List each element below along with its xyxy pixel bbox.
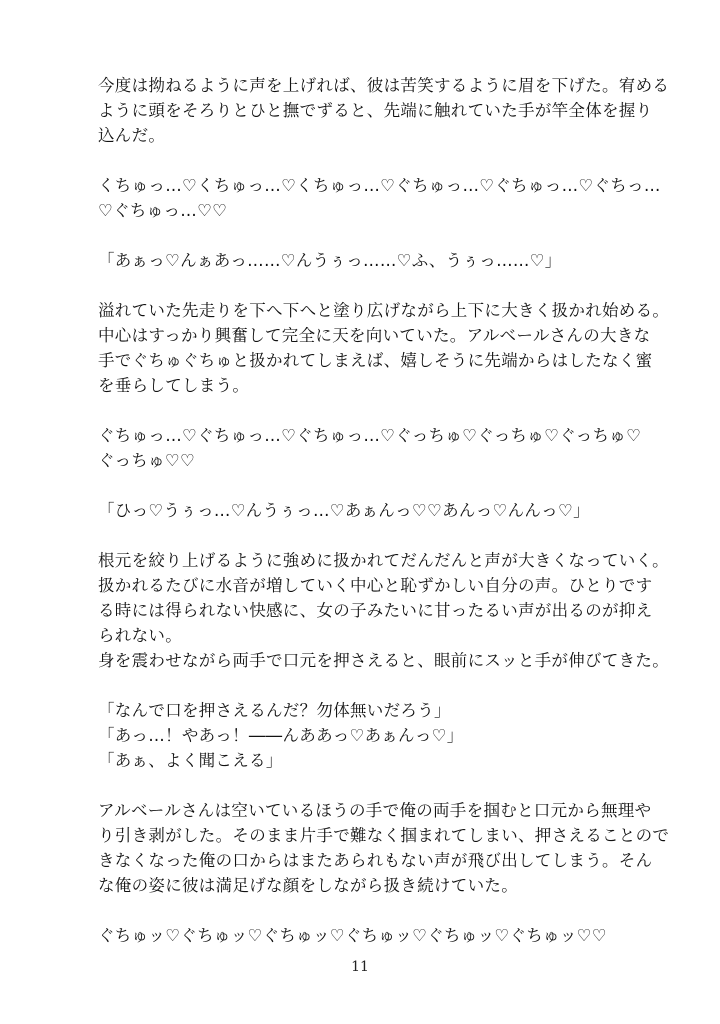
text-line: を垂らしてしまう。: [98, 376, 250, 395]
text-line: 身を震わせながら両手で口元を押さえると、眼前にスッと手が伸びてきた。: [98, 651, 670, 670]
blank-line: [98, 523, 633, 548]
text-line: る時には得られない快感に、女の子みたいに甘ったるい声が出るのが抑え: [98, 601, 653, 620]
text-line: 今度は拗ねるように声を上げれば、彼は苦笑するように眉を下げた。宥める: [98, 76, 670, 95]
body-text: [98, 73, 670, 948]
text-line: 「あっ…！やあっ！――んああっ♡あぁんっ♡」: [98, 726, 464, 745]
blank-line: [98, 773, 633, 798]
text-line: ぐちゅッ♡ぐちゅッ♡ぐちゅッ♡ぐちゅッ♡ぐちゅッ♡ぐちゅッ♡♡: [98, 926, 607, 945]
text-line: り引き剥がした。そのまま片手で難なく掴まれてしまい、押さえることので: [98, 826, 670, 845]
blank-line: [98, 473, 633, 498]
text-line: くちゅっ…♡くちゅっ…♡くちゅっ…♡ぐちゅっ…♡ぐちゅっ…♡ぐちっ…: [98, 176, 661, 195]
text-line: アルベールさんは空いているほうの手で俺の両手を掴むと口元から無理や: [98, 801, 652, 820]
text-line: 根元を絞り上げるように強めに扱かれてだんだんと声が大きくなっていく。: [98, 551, 669, 570]
text-line: ぐちゅっ…♡ぐちゅっ…♡ぐちゅっ…♡ぐっちゅ♡ぐっちゅ♡ぐっちゅ♡: [98, 426, 642, 445]
text-line: 中心はすっかり興奮して完全に天を向いていた。アルベールさんの大きな: [98, 326, 651, 345]
text-line: 「あぁっ♡んぁあっ……♡んうぅっ……♡ふ、うぅっ……♡」: [98, 251, 562, 270]
text-line: きなくなった俺の口からはまたあられもない声が飛び出してしまう。そん: [98, 851, 653, 870]
text-line: ♡ぐちゅっ…♡♡: [98, 201, 228, 220]
text-line: 溢れていた先走りを下へ下へと塗り広げながら上下に大きく扱かれ始める。: [98, 301, 670, 320]
blank-line: [98, 673, 633, 698]
text-line: 「ひっ♡うぅっ…♡んうぅっ…♡あぁんっ♡♡あんっ♡んんっ♡」: [98, 501, 590, 520]
text-line: られない。: [98, 626, 182, 645]
text-line: な俺の姿に彼は満足げな顔をしながら扱き続けていた。: [98, 876, 518, 895]
blank-line: [98, 273, 633, 298]
text-line: 「なんで口を押さえるんだ？勿体無いだろう」: [98, 701, 451, 720]
text-line: ぐっちゅ♡♡: [98, 451, 196, 470]
text-line: ように頭をそろりとひと撫でずると、先端に触れていた手が竿全体を握り: [98, 101, 653, 120]
page-number: 11: [351, 959, 369, 975]
blank-line: [98, 898, 633, 923]
blank-line: [98, 223, 633, 248]
text-line: 込んだ。: [98, 126, 166, 145]
text-line: 扱かれるたびに水音が増していく中心と恥ずかしい自分の声。ひとりです: [98, 576, 653, 595]
text-line: 「あぁ、よく聞こえる」: [98, 751, 283, 770]
blank-line: [98, 398, 633, 423]
text-line: 手でぐちゅぐちゅと扱かれてしまえば、嬉しそうに先端からはしたなく蜜: [98, 351, 653, 370]
blank-line: [98, 148, 633, 173]
